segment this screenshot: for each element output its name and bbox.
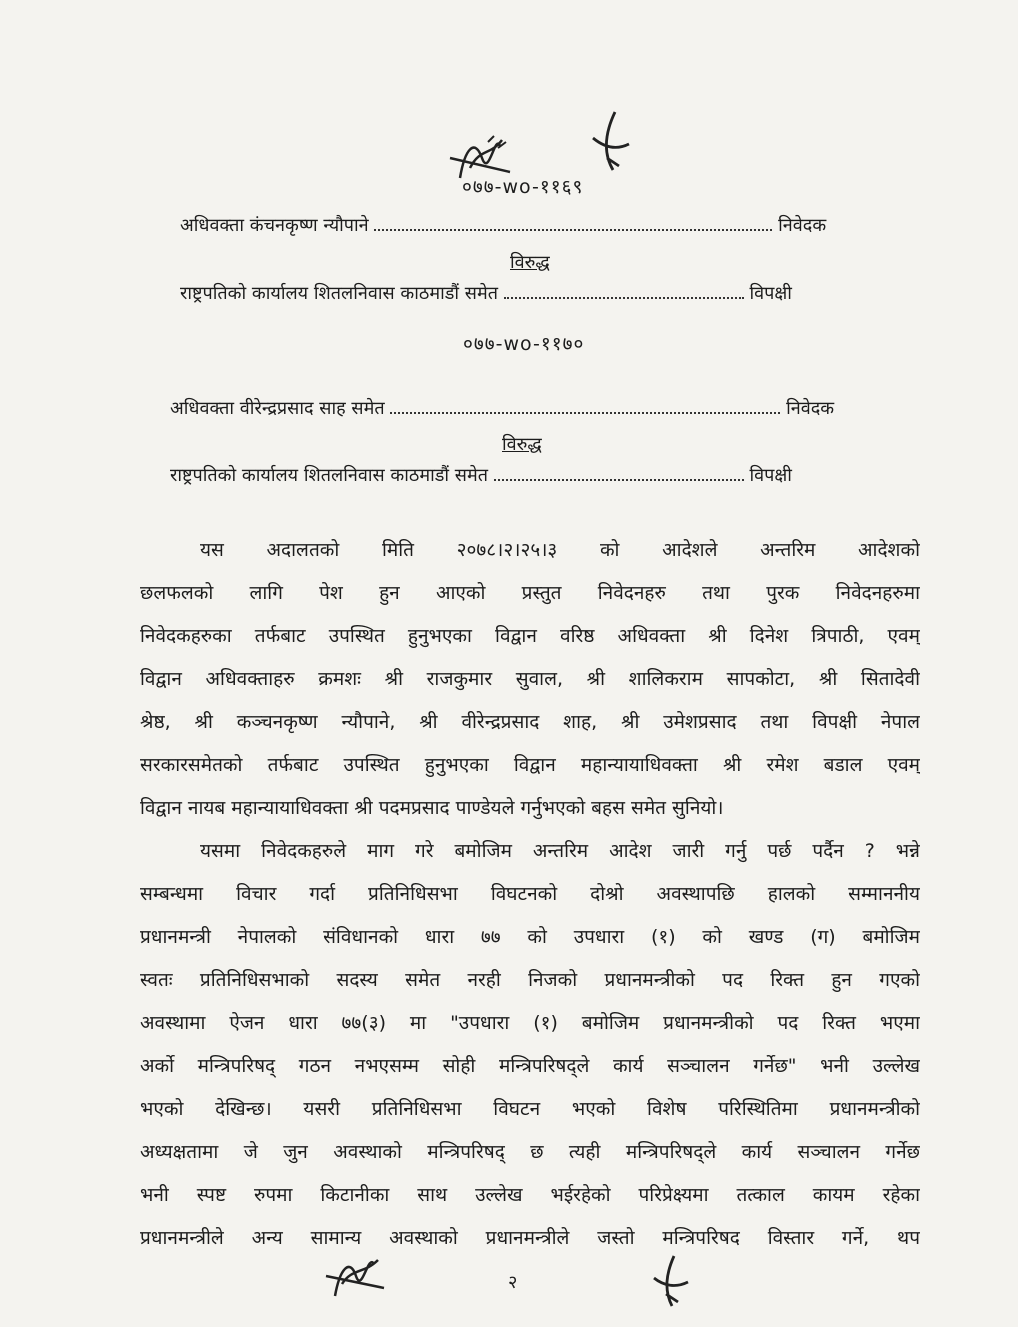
body-line: विद्वान अधिवक्ताहरु क्रमशः श्री राजकुमार सुवाल, श्री शालिकराम सापकोटा, श्री सितादेवी — [140, 668, 920, 690]
leader-dots — [494, 465, 744, 481]
body-line: यस अदालतको मिति २०७८।२।२५।३ को आदेशले अन्तरिम आदेशको — [200, 539, 920, 561]
page-number: २ — [508, 1272, 518, 1293]
case2-versus: विरुद्ध — [502, 434, 542, 455]
body-line: भनी स्पष्ट रुपमा किटानीका साथ उल्लेख भईरहेको परिप्रेक्ष्यमा तत्काल कायम रहेका — [140, 1184, 920, 1206]
body-line: छलफलको लागि पेश हुन आएको प्रस्तुत निवेदनहरु तथा पुरक निवेदनहरुमा — [140, 582, 920, 604]
leader-dots — [390, 398, 780, 414]
body-line: श्रेष्ठ, श्री कञ्चनकृष्ण न्यौपाने, श्री वीरेन्द्रप्रसाद शाह, श्री उमेशप्रसाद तथा विपक्षी नेपाल — [140, 711, 920, 733]
case2-petitioner: अधिवक्ता वीरेन्द्रप्रसाद साह समेत — [170, 398, 385, 419]
case1-respondent: राष्ट्रपतिको कार्यालय शितलनिवास काठमाडौं समेत — [180, 283, 498, 304]
case2-respondent-line — [170, 463, 792, 487]
body-line: प्रधानमन्त्रीले अन्य सामान्य अवस्थाको प्रधानमन्त्रीले जस्तो मन्त्रिपरिषद विस्तार गर्ने, थप — [140, 1227, 920, 1249]
case1-respondent-line — [180, 281, 792, 305]
body-line: अर्को मन्त्रिपरिषद् गठन नभएसम्म सोही मन्त्रिपरिषद्ले कार्य सञ्चालन गर्नेछ" भनी उल्लेख — [140, 1055, 920, 1077]
case-number-1: ०७७-wo-११६९ — [462, 176, 584, 198]
case1-petitioner-role: निवेदक — [778, 215, 827, 236]
body-line: अवस्थामा ऐजन धारा ७७(३) मा "उपधारा (१) बमोजिम प्रधानमन्त्रीको पद रिक्त भएमा — [140, 1012, 920, 1034]
case1-petitioner-line — [180, 213, 826, 237]
leader-dots — [504, 283, 744, 299]
case1-respondent-role: विपक्षी — [749, 283, 792, 304]
leader-dots — [374, 215, 772, 231]
case2-respondent-role: विपक्षी — [749, 465, 792, 486]
body-line: सरकारसमेतको तर्फबाट उपस्थित हुनुभएका विद्वान महान्यायाधिवक्ता श्री रमेश बडाल एवम् — [140, 754, 920, 776]
body-line: सम्बन्धमा विचार गर्दा प्रतिनिधिसभा विघटनको दोश्रो अवस्थापछि हालको सम्माननीय — [140, 883, 920, 905]
signature-bottom-left — [320, 1248, 390, 1303]
case2-petitioner-role: निवेदक — [786, 398, 835, 419]
body-line: अध्यक्षतामा जे जुन अवस्थाको मन्त्रिपरिषद् छ त्यही मन्त्रिपरिषद्ले कार्य सञ्चालन गर्नेछ — [140, 1141, 920, 1163]
body-line: भएको देखिन्छ। यसरी प्रतिनिधिसभा विघटन भएको विशेष परिस्थितिमा प्रधानमन्त्रीको — [140, 1098, 920, 1120]
case-number-2: ०७७-wo-११७० — [463, 333, 585, 355]
case1-petitioner: अधिवक्ता कंचनकृष्ण न्यौपाने — [180, 215, 369, 236]
body-line: यसमा निवेदकहरुले माग गरे बमोजिम अन्तरिम आदेश जारी गर्नु पर्छ पर्दैन ? भन्ने — [200, 840, 920, 862]
case2-petitioner-line — [170, 396, 834, 420]
body-line: निवेदकहरुका तर्फबाट उपस्थित हुनुभएका विद्वान वरिष्ठ अधिवक्ता श्री दिनेश त्रिपाठी, एवम् — [140, 625, 920, 647]
body-line: स्वतः प्रतिनिधिसभाको सदस्य समेत नरही निजको प्रधानमन्त्रीको पद रिक्त हुन गएको — [140, 969, 920, 991]
body-line: प्रधानमन्त्री नेपालको संविधानको धारा ७७ को उपधारा (१) को खण्ड (ग) बमोजिम — [140, 926, 920, 948]
signature-bottom-right — [648, 1252, 693, 1312]
body-line: विद्वान नायब महान्यायाधिवक्ता श्री पदमप्रसाद पाण्डेयले गर्नुभएको बहस समेत सुनियो। — [140, 797, 724, 819]
case1-versus: विरुद्ध — [510, 252, 550, 273]
signature-top-right — [585, 108, 635, 178]
case2-respondent: राष्ट्रपतिको कार्यालय शितलनिवास काठमाडौं समेत — [170, 465, 488, 486]
